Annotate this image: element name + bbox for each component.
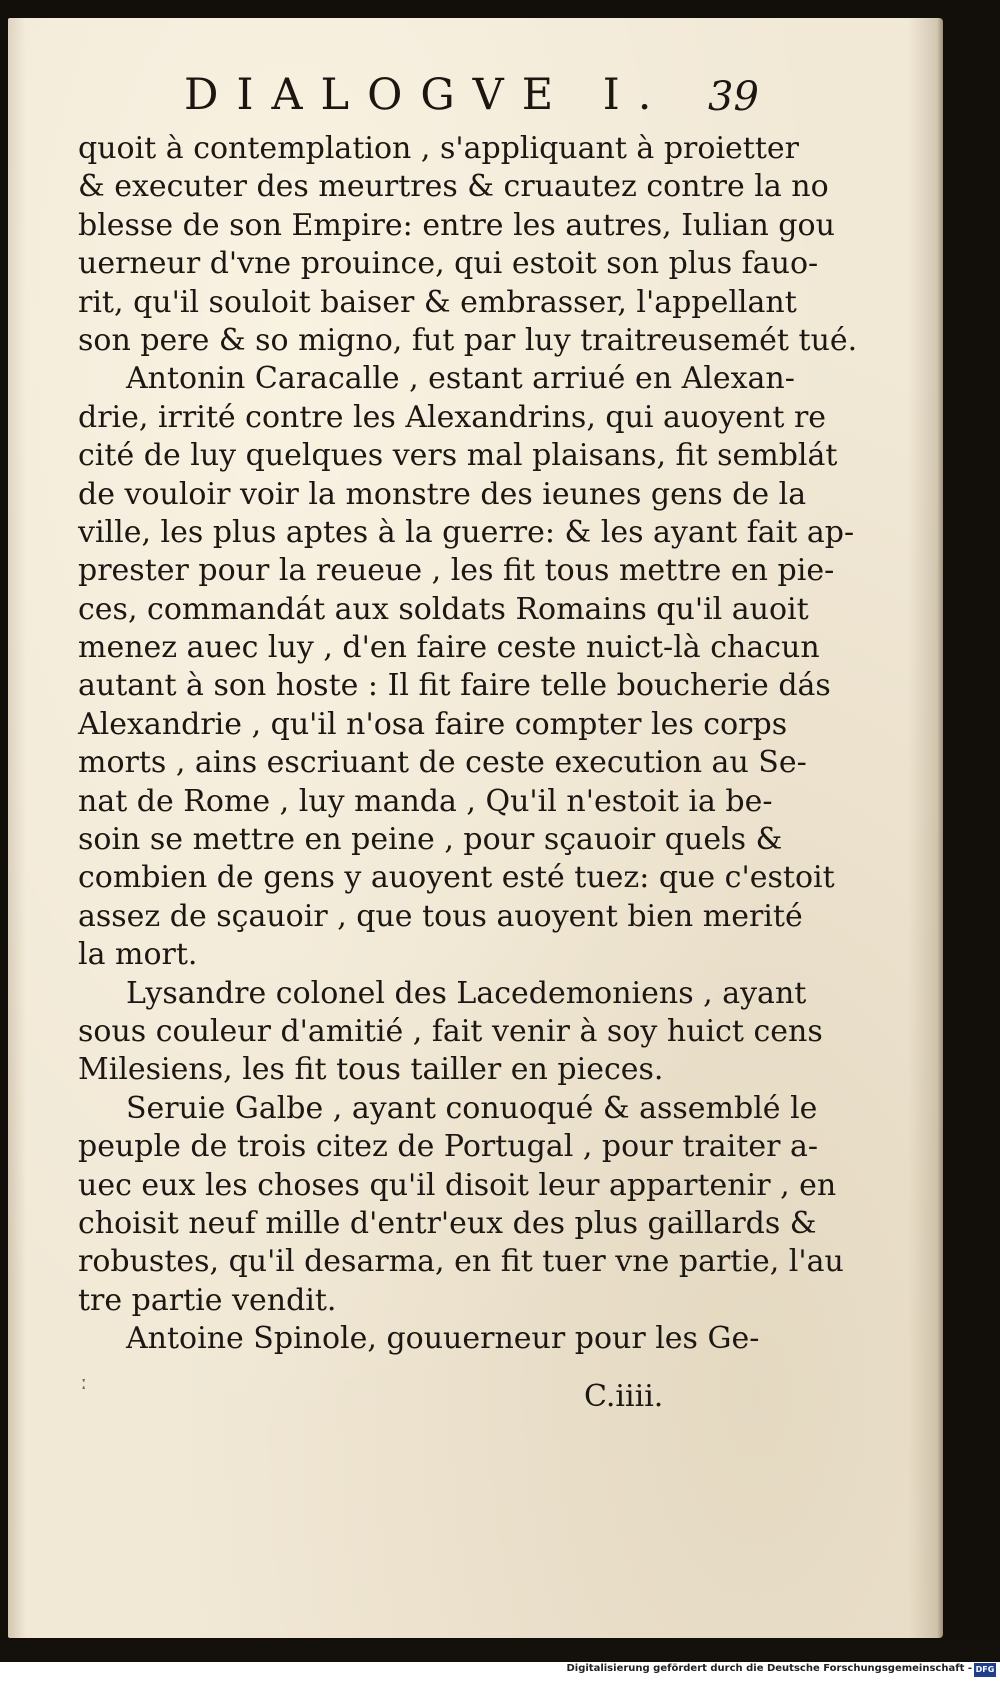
text-line: soin se mettre en peine , pour sçauoir quels & [78, 822, 783, 858]
text-line: cité de luy quelques vers mal plaisans, fit semblát [78, 438, 838, 474]
text-line: choisit neuf mille d'entr'eux des plus gaillards & [78, 1205, 817, 1241]
text-line: uerneur d'vne prouince, qui estoit son plus fauo- [78, 246, 819, 282]
page-number: 39 [708, 74, 759, 120]
text-line: quoit à contemplation , s'appliquant à proietter [78, 131, 799, 166]
signature-mark: C.iiii. [584, 1379, 664, 1414]
text-line: drie, irrité contre les Alexandrins, qui auoyent re [78, 399, 827, 435]
page-edge-shadow [937, 18, 943, 1638]
running-title: DIALOGVE I. [184, 70, 670, 120]
text-line: Seruie Galbe , ayant conuoqué & assemblé le [126, 1090, 818, 1126]
text-line: Alexandrie , qu'il n'osa faire compter les corps [78, 706, 788, 742]
text-line: son pere & so migno, fut par luy traitreusemét tué. [78, 322, 858, 358]
text-line: peuple de trois citez de Portugal , pour traiter a- [78, 1129, 818, 1165]
text-line: combien de gens y auoyent esté tuez: que c'estoit [78, 860, 835, 896]
text-line: la mort. [78, 937, 198, 973]
text-line: & executer des meurtres & cruautez contre la no [78, 169, 829, 205]
text-line: Antonin Caracalle , estant arriué en Alexan- [126, 361, 795, 397]
body-text [78, 130, 858, 1359]
text-line: assez de sçauoir , que tous auoyent bien merité [78, 898, 803, 934]
scan-bottom-band [0, 1640, 1000, 1662]
digitization-credit: Digitalisierung gefördert durch die Deutsche Forschungsgemeinschaft - [566, 1663, 972, 1674]
text-line: tre partie vendit. [78, 1282, 337, 1318]
text-line: menez auec luy , d'en faire ceste nuict-là chacun [78, 630, 820, 666]
text-line: ville, les plus aptes à la guerre: & les ayant fait ap- [78, 514, 855, 550]
text-line: Antoine Spinole, gouuerneur pour les Ge- [126, 1321, 760, 1357]
text-line: prester pour la reueue , les fit tous mettre en pie- [78, 553, 835, 589]
dfg-logo-icon: DFG [974, 1663, 996, 1677]
text-line: de vouloir voir la monstre des ieunes gens de la [78, 476, 807, 512]
text-line: nat de Rome , luy manda , Qu'il n'estoit ia be- [78, 783, 773, 819]
text-line: uec eux les choses qu'il disoit leur appartenir , en [78, 1167, 837, 1203]
text-line: ces, commandát aux soldats Romains qu'il auoit [78, 591, 809, 627]
text-line: Lysandre colonel des Lacedemoniens , ayant [126, 975, 807, 1011]
text-line: robustes, qu'il desarma, en fit tuer vne partie, l'au [78, 1244, 844, 1280]
book-page [8, 18, 943, 1638]
text-line: rit, qu'il souloit baiser & embrasser, l'appellant [78, 284, 797, 320]
text-line: Milesiens, les fit tous tailler en pieces. [78, 1052, 664, 1088]
ink-speck: ː [80, 1370, 88, 1395]
text-line: sous couleur d'amitié , fait venir à soy huict cens [78, 1013, 823, 1049]
page-header [8, 70, 943, 130]
text-line: morts , ains escriuant de ceste execution au Se- [78, 745, 807, 781]
text-line: autant à son hoste : Il fit faire telle boucherie dás [78, 668, 831, 704]
text-line: blesse de son Empire: entre les autres, Iulian gou [78, 207, 835, 243]
